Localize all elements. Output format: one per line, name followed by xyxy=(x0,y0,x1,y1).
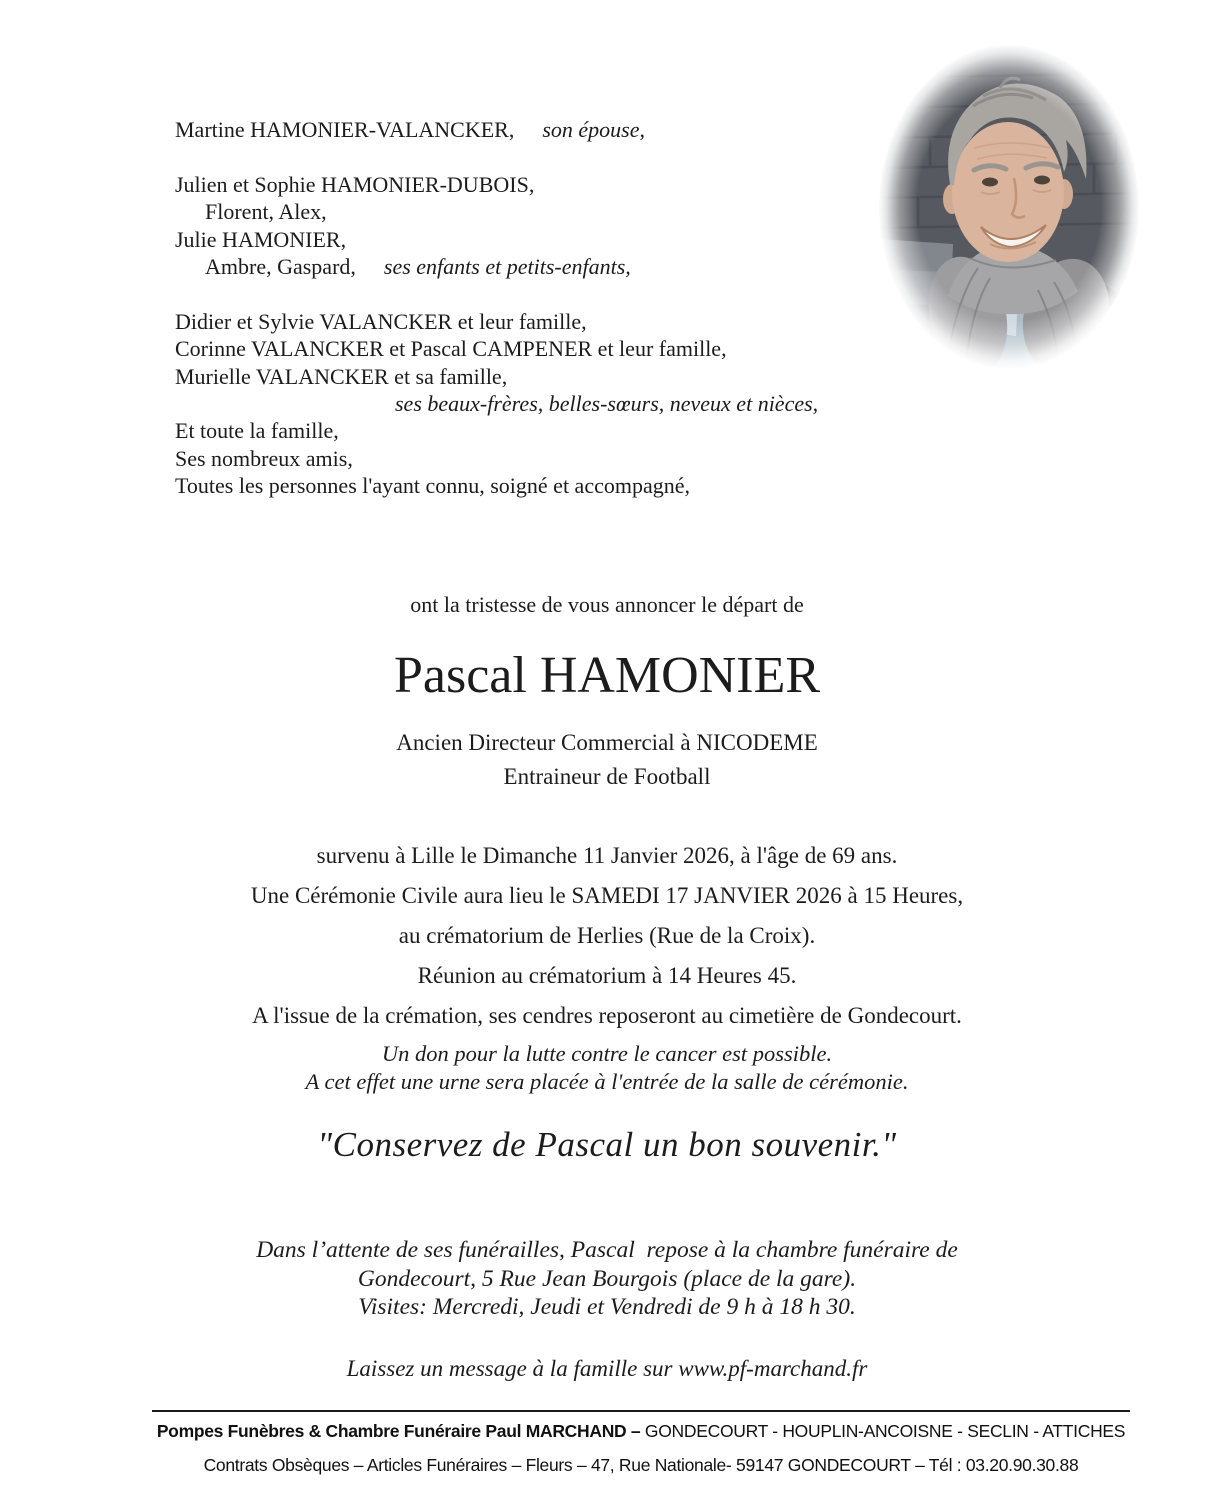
visits-line: Visites: Mercredi, Jeudi et Vendredi de 9 h à 18 h 30. xyxy=(358,1294,856,1321)
family-line: Julie HAMONIER, xyxy=(175,226,347,252)
repose-line-2: Gondecourt, 5 Rue Jean Bourgois (place de la gare). xyxy=(357,1265,857,1292)
deceased-name: Pascal HAMONIER xyxy=(393,647,821,704)
donation-note xyxy=(0,1040,1214,1096)
announcement-intro: ont la tristesse de vous annoncer le départ de xyxy=(410,592,804,617)
ceremony-details xyxy=(0,836,1214,1036)
funeral-home-services-line: Contrats Obsèques – Articles Funéraires – Fleurs – 47, Rue Nationale- 59147 GONDECOURT – Tél : 03.20.90.30.88 xyxy=(203,1455,1079,1475)
funeral-home-cities: GONDECOURT - HOUPLIN-ANCOISNE - SECLIN - ATTICHES xyxy=(640,1421,1126,1441)
meeting-time-line: Réunion au crématorium à 14 Heures 45. xyxy=(417,963,797,988)
deceased-title-2: Entraineur de Football xyxy=(503,764,711,789)
family-line: Florent, Alex, xyxy=(205,199,327,225)
deceased-title-1: Ancien Directeur Commercial à NICODEME xyxy=(396,730,818,755)
online-message-line: Laissez un message à la famille sur www.pf-marchand.fr xyxy=(346,1356,868,1381)
family-line: Didier et Sylvie VALANCKER et leur famille, xyxy=(175,308,587,334)
family-line: Et toute la famille, xyxy=(175,418,339,444)
funeral-home-line xyxy=(152,1421,1130,1442)
footer-divider xyxy=(152,1410,1130,1412)
family-line: Toutes les personnes l'ayant connu, soigné et accompagné, xyxy=(175,473,690,499)
memorial-quote: "Conservez de Pascal un bon souvenir." xyxy=(317,1125,897,1164)
family-name: Martine HAMONIER-VALANCKER, xyxy=(175,117,515,142)
ashes-line: A l'issue de la crémation, ses cendres reposeront au cimetière de Gondecourt. xyxy=(252,1003,962,1028)
repose-line-1: Dans l’attente de ses funérailles, Pascal repose à la chambre funéraire de xyxy=(256,1237,958,1263)
family-line xyxy=(175,116,875,143)
family-list xyxy=(175,116,875,500)
family-line: Corinne VALANCKER et Pascal CAMPENER et leur famille, xyxy=(175,336,727,362)
funeral-home-name: Pompes Funèbres & Chambre Funéraire Paul MARCHAND – xyxy=(156,1421,641,1441)
ceremony-place-line: au crématorium de Herlies (Rue de la Croix). xyxy=(398,923,816,948)
family-line: Murielle VALANCKER et sa famille, xyxy=(175,363,508,389)
death-details-line: survenu à Lille le Dimanche 11 Janvier 2026, à l'âge de 69 ans. xyxy=(316,843,898,868)
donation-line-1: Un don pour la lutte contre le cancer est possible. xyxy=(381,1041,833,1066)
deceased-portrait-photo xyxy=(878,44,1140,370)
relation-note-line: ses beaux-frères, belles-sœurs, neveux et nièces, xyxy=(395,391,819,417)
ceremony-date-line: Une Cérémonie Civile aura lieu le SAMEDI 17 JANVIER 2026 à 15 Heures, xyxy=(250,883,964,908)
family-line: Julien et Sophie HAMONIER-DUBOIS, xyxy=(175,171,535,197)
family-line: Ses nombreux amis, xyxy=(175,445,353,471)
family-line: Ambre, Gaspard, ses enfants et petits-enfants, xyxy=(205,254,631,280)
relation-note: son épouse, xyxy=(542,117,646,142)
repose-info xyxy=(0,1236,1214,1322)
donation-line-2: A cet effet une urne sera placée à l'entrée de la salle de cérémonie. xyxy=(305,1069,909,1094)
relation-note: ses enfants et petits-enfants, xyxy=(383,254,631,280)
deceased-portrait-illustration xyxy=(878,44,1140,370)
